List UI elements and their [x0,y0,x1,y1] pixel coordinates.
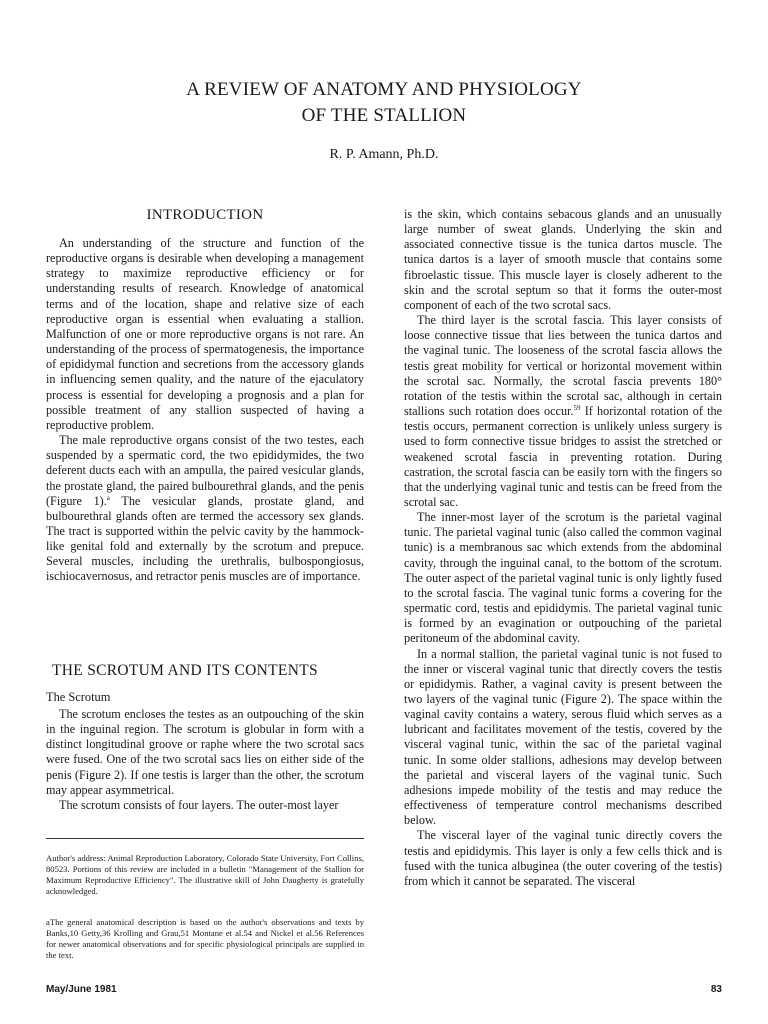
right-paragraph-1: is the skin, which contains sebacous glands and an unusually large number of sweat glands. Underlying the skin and associated connective tissue is the tunica dartos muscle. The tunica dartos is a layer of smooth muscle that contains some fibroelastic tissue. This muscle layer is closely adherent to the skin and the scrotal septum so that it forms the outer-most component of each of the two scrotal sacs. [404,207,722,312]
intro-paragraph-1: An understanding of the structure and function of the reproductive organs is desirable when developing a management strategy to maximize reproductive efficiency or for understanding results of research. Knowledge of anatomical terms and of the location, shape and relative size of each reproductive organ is essential when evaluating a stallion. Malfunction of one or more reproductive organs is not rare. An understanding of the process of spermatogenesis, the importance of epididymal function and secretions from the accessory glands in influencing semen quality, and the nature of the ejaculatory process is essential for developing a prognosis and a plan for possible treatment of any stallion suspected of having a reproductive problem. [46,236,364,432]
footnote-ref-59: 59 [573,403,581,412]
right-paragraph-3: The inner-most layer of the scrotum is the parietal vaginal tunic. The parietal vaginal tunic (also called the common vaginal tunic) is a membranous sac which extends from the abdominal cavity, through the inguinal canal, to the bottom of the scrotum. The outer aspect of the parietal vaginal tunic is only lightly fused to the scrotal fascia. The vaginal tunic forms a covering for the spermatic cord, testis and epididymis. The parietal vaginal tunic is formed by an evagination or outpouching of the parietal peritoneum of the abdominal cavity. [404,510,722,646]
title-line-2: OF THE STALLION [301,105,467,126]
footnote-a [46,917,364,961]
scrotum-section-heading: THE SCROTUM AND ITS CONTENTS [52,662,318,679]
scrotum-subheading: The Scrotum [46,690,111,704]
right-paragraph-5: The visceral layer of the vaginal tunic directly covers the testis and epididymis. This layer is only a few cells thick and is fused with the tunica albuginea (the outer covering of the testis) from which it cannot be separated. The visceral [404,828,722,888]
intro-p2-text-b: The vesicular glands, prostate gland, and bulbourethral glands often are termed the accessory sex glands. The tract is supported within the pelvic cavity by the hammock-like genital fold and externally by the scrotum and prepuce. Several muscles, including the urethralis, bulbospongiosus, ischiocavernosus, and retractor penis muscles are of importance. [46,493,364,584]
title-line-1: A REVIEW OF ANATOMY AND PHYSIOLOGY [186,79,582,100]
scrotum-paragraph-2: The scrotum consists of four layers. The outer-most layer [59,797,339,812]
footnote-2-text: aThe general anatomical description is based on the author's observations and texts by Banks,10 Getty,36 Krolling and Grau,51 Montane et al.54 and Nickel et al.56 References for newer anatomical observations and for specific physiological principals are supplied in the text. [46,917,364,960]
right-paragraph-2 [404,313,722,510]
footnote-1-text: Author's address: Animal Reproduction Laboratory, Colorado State University, Fort Collins, 80523. Portions of this review are included in a bulletin "Management of the Stallion for Maximum Reproductive Efficiency". The illustrative skill of John Daugherty is gratefully acknowledged. [46,853,364,896]
right-p2-text-b: If horizontal rotation of the testis occurs, permanent correction is unlikely unless surgery is used to form connective tissue bridges to assist the stretched or weakened scrotal fascia in preventing rotation. During castration, the scrotal fascia can be easily torn with the fingers so that the underlying vaginal tunic and testis can be freed from the scrotal sac. [404,404,722,509]
issue-date: May/June 1981 [46,984,117,995]
right-column-body [404,207,722,889]
author-line: R. P. Amann, Ph.D. [329,147,439,162]
intro-p2-text-a: The male reproductive organs consist of the two testes, each suspended by a spermatic cord, the two epididymides, the two deferent ducts each with an ampulla, the paired vesicular glands, the prostate gland, the paired bulbourethral glands, and the penis (Figure 1). [46,433,364,508]
footnote-author-address [46,853,364,897]
scrotum-paragraph-1: The scrotum encloses the testes as an outpouching of the skin in the inguinal region. The scrotum is globular in form with a distinct longitudinal groove or raphe where the two scrotal sacs were fused. One of the two scrotal sacs lies on either side of the penis (Figure 2). If one testis is larger than the other, the scrotum may appear asymmetrical. [46,707,364,797]
introduction-heading: INTRODUCTION [146,207,264,223]
introduction-body [46,236,364,585]
scrotum-body [46,707,364,813]
footnote-ref-a: a [106,493,110,502]
right-paragraph-4: In a normal stallion, the parietal vaginal tunic is not fused to the inner or visceral vaginal tunic that directly covers the testis or epididymis. Rather, a vaginal cavity is present between the two layers of the vaginal tunic (Figure 2). The space within the vaginal cavity contains a watery, serous fluid which serves as a lubricant and facilitates movement of the testis, covered by the visceral vaginal tunic, within the sac of the parietal vaginal tunic. In some older stallions, adhesions may develop between the parietal and visceral layers of the vaginal tunic. Such adhesions impede mobility of the testis and may reduce the effectiveness of temperature control mechanisms described below. [404,646,722,828]
page-number: 83 [710,984,722,995]
footnote-divider [46,838,364,839]
right-p2-text-a: The third layer is the scrotal fascia. This layer consists of loose connective tissue that lies between the tunica dartos and the vaginal tunic. The looseness of the scrotal fascia allows the testis great mobility for vertical or horizontal movement within the scrotal sac. Normally, the scrotal fascia prevents 180° rotation of the testis within the scrotal sac, although in certain stallions such rotation does occur. [404,313,722,419]
intro-paragraph-2 [46,433,364,585]
